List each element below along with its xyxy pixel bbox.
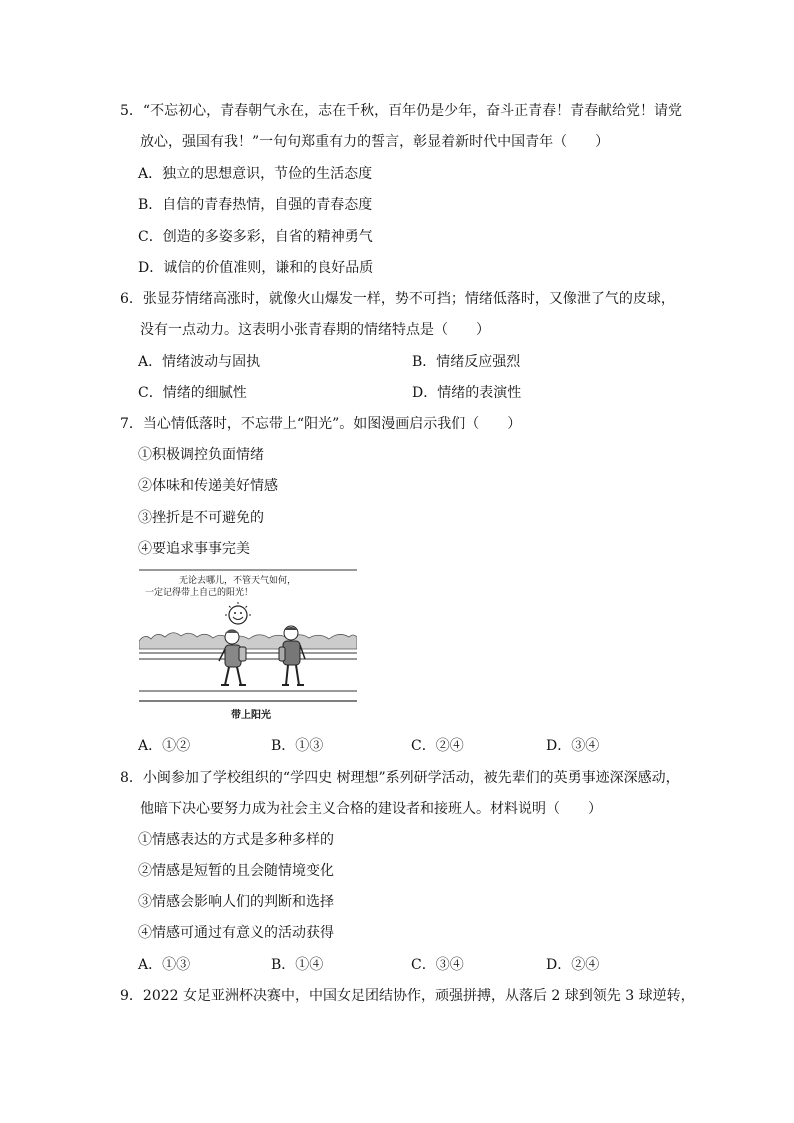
sun-smiley-icon [225,602,251,624]
q8-option-b[interactable]: B．①④ [271,957,324,973]
q5-stem-line1: 5．“不忘初心，青春朝气永在，志在千秋，百年仍是少年，奋斗正青春！青春献给党！请党 [120,103,683,119]
q6-option-c[interactable]: C．情绪的细腻性 [138,385,247,401]
q7-statement-2: ②体味和传递美好情感 [138,478,278,494]
q7-statement-3: ③挫折是不可避免的 [138,510,264,526]
q6-stem-line1: 6．张显芬情绪高涨时，就像火山爆发一样，势不可挡；情绪低落时，又像泄了气的皮球， [120,291,675,307]
q8-stem-line2: 他暗下决心要努力成为社会主义合格的建设者和接班人。材料说明（ ） [140,801,602,817]
q7-statement-1: ①积极调控负面情绪 [138,447,264,463]
q8-options-row [0,955,794,975]
q8-statement-3: ③情感会影响人们的判断和选择 [138,894,334,910]
cartoon-title: 带上阳光 [231,710,271,721]
q7-option-a[interactable]: A．①② [138,738,191,754]
q8-option-a[interactable]: A．①③ [138,957,191,973]
q8-option-c[interactable]: C．③④ [411,957,464,973]
q7-option-c[interactable]: C．②④ [411,738,464,754]
q7-cartoon-image [139,569,357,724]
q8-statement-2: ②情感是短暂的且会随情境变化 [138,863,334,879]
q6-option-b[interactable]: B．情绪反应强烈 [412,354,521,370]
q7-option-d[interactable]: D．③④ [546,738,600,754]
q5-option-c[interactable]: C．创造的多姿多彩，自省的精神勇气 [138,229,373,245]
cartoon-caption-line1: 无论去哪儿，不管天气如何， [179,576,297,586]
cartoon-caption-line2: 一定记得带上自己的阳光！ [145,588,254,598]
q5-option-d[interactable]: D．诚信的价值准则，谦和的良好品质 [138,260,374,276]
q7-option-b[interactable]: B．①③ [271,738,324,754]
q5-stem-line2: 放心，强国有我！”一句句郑重有力的誓言，彰显着新时代中国青年（ ） [140,134,610,150]
q7-options-row [0,736,794,756]
q7-statement-4: ④要追求事事完美 [138,541,250,557]
q5-option-a[interactable]: A．独立的思想意识，节俭的生活态度 [138,166,373,182]
q6-option-d[interactable]: D．情绪的表演性 [412,385,522,401]
q8-option-d[interactable]: D．②④ [546,957,600,973]
q6-option-a[interactable]: A．情绪波动与固执 [138,354,261,370]
q8-stem-line1: 8．小闽参加了学校组织的“学四史 树理想”系列研学活动，被先辈们的英勇事迹深深感动， [120,770,680,786]
q8-statement-4: ④情感可通过有意义的活动获得 [138,925,334,941]
q7-stem: 7．当心情低落时，不忘带上“阳光”。如图漫画启示我们（ ） [120,416,522,432]
q6-stem-line2: 没有一点动力。这表明小张青春期的情绪特点是（ ） [140,322,490,338]
q5-option-b[interactable]: B．自信的青春热情，自强的青春态度 [138,197,373,213]
q8-statement-1: ①情感表达的方式是多种多样的 [138,832,334,848]
q9-stem-line1: 9．2022 女足亚洲杯决赛中，中国女足团结协作，顽强拼搏，从落后 2 球到领先 3 球逆转， [120,988,695,1004]
